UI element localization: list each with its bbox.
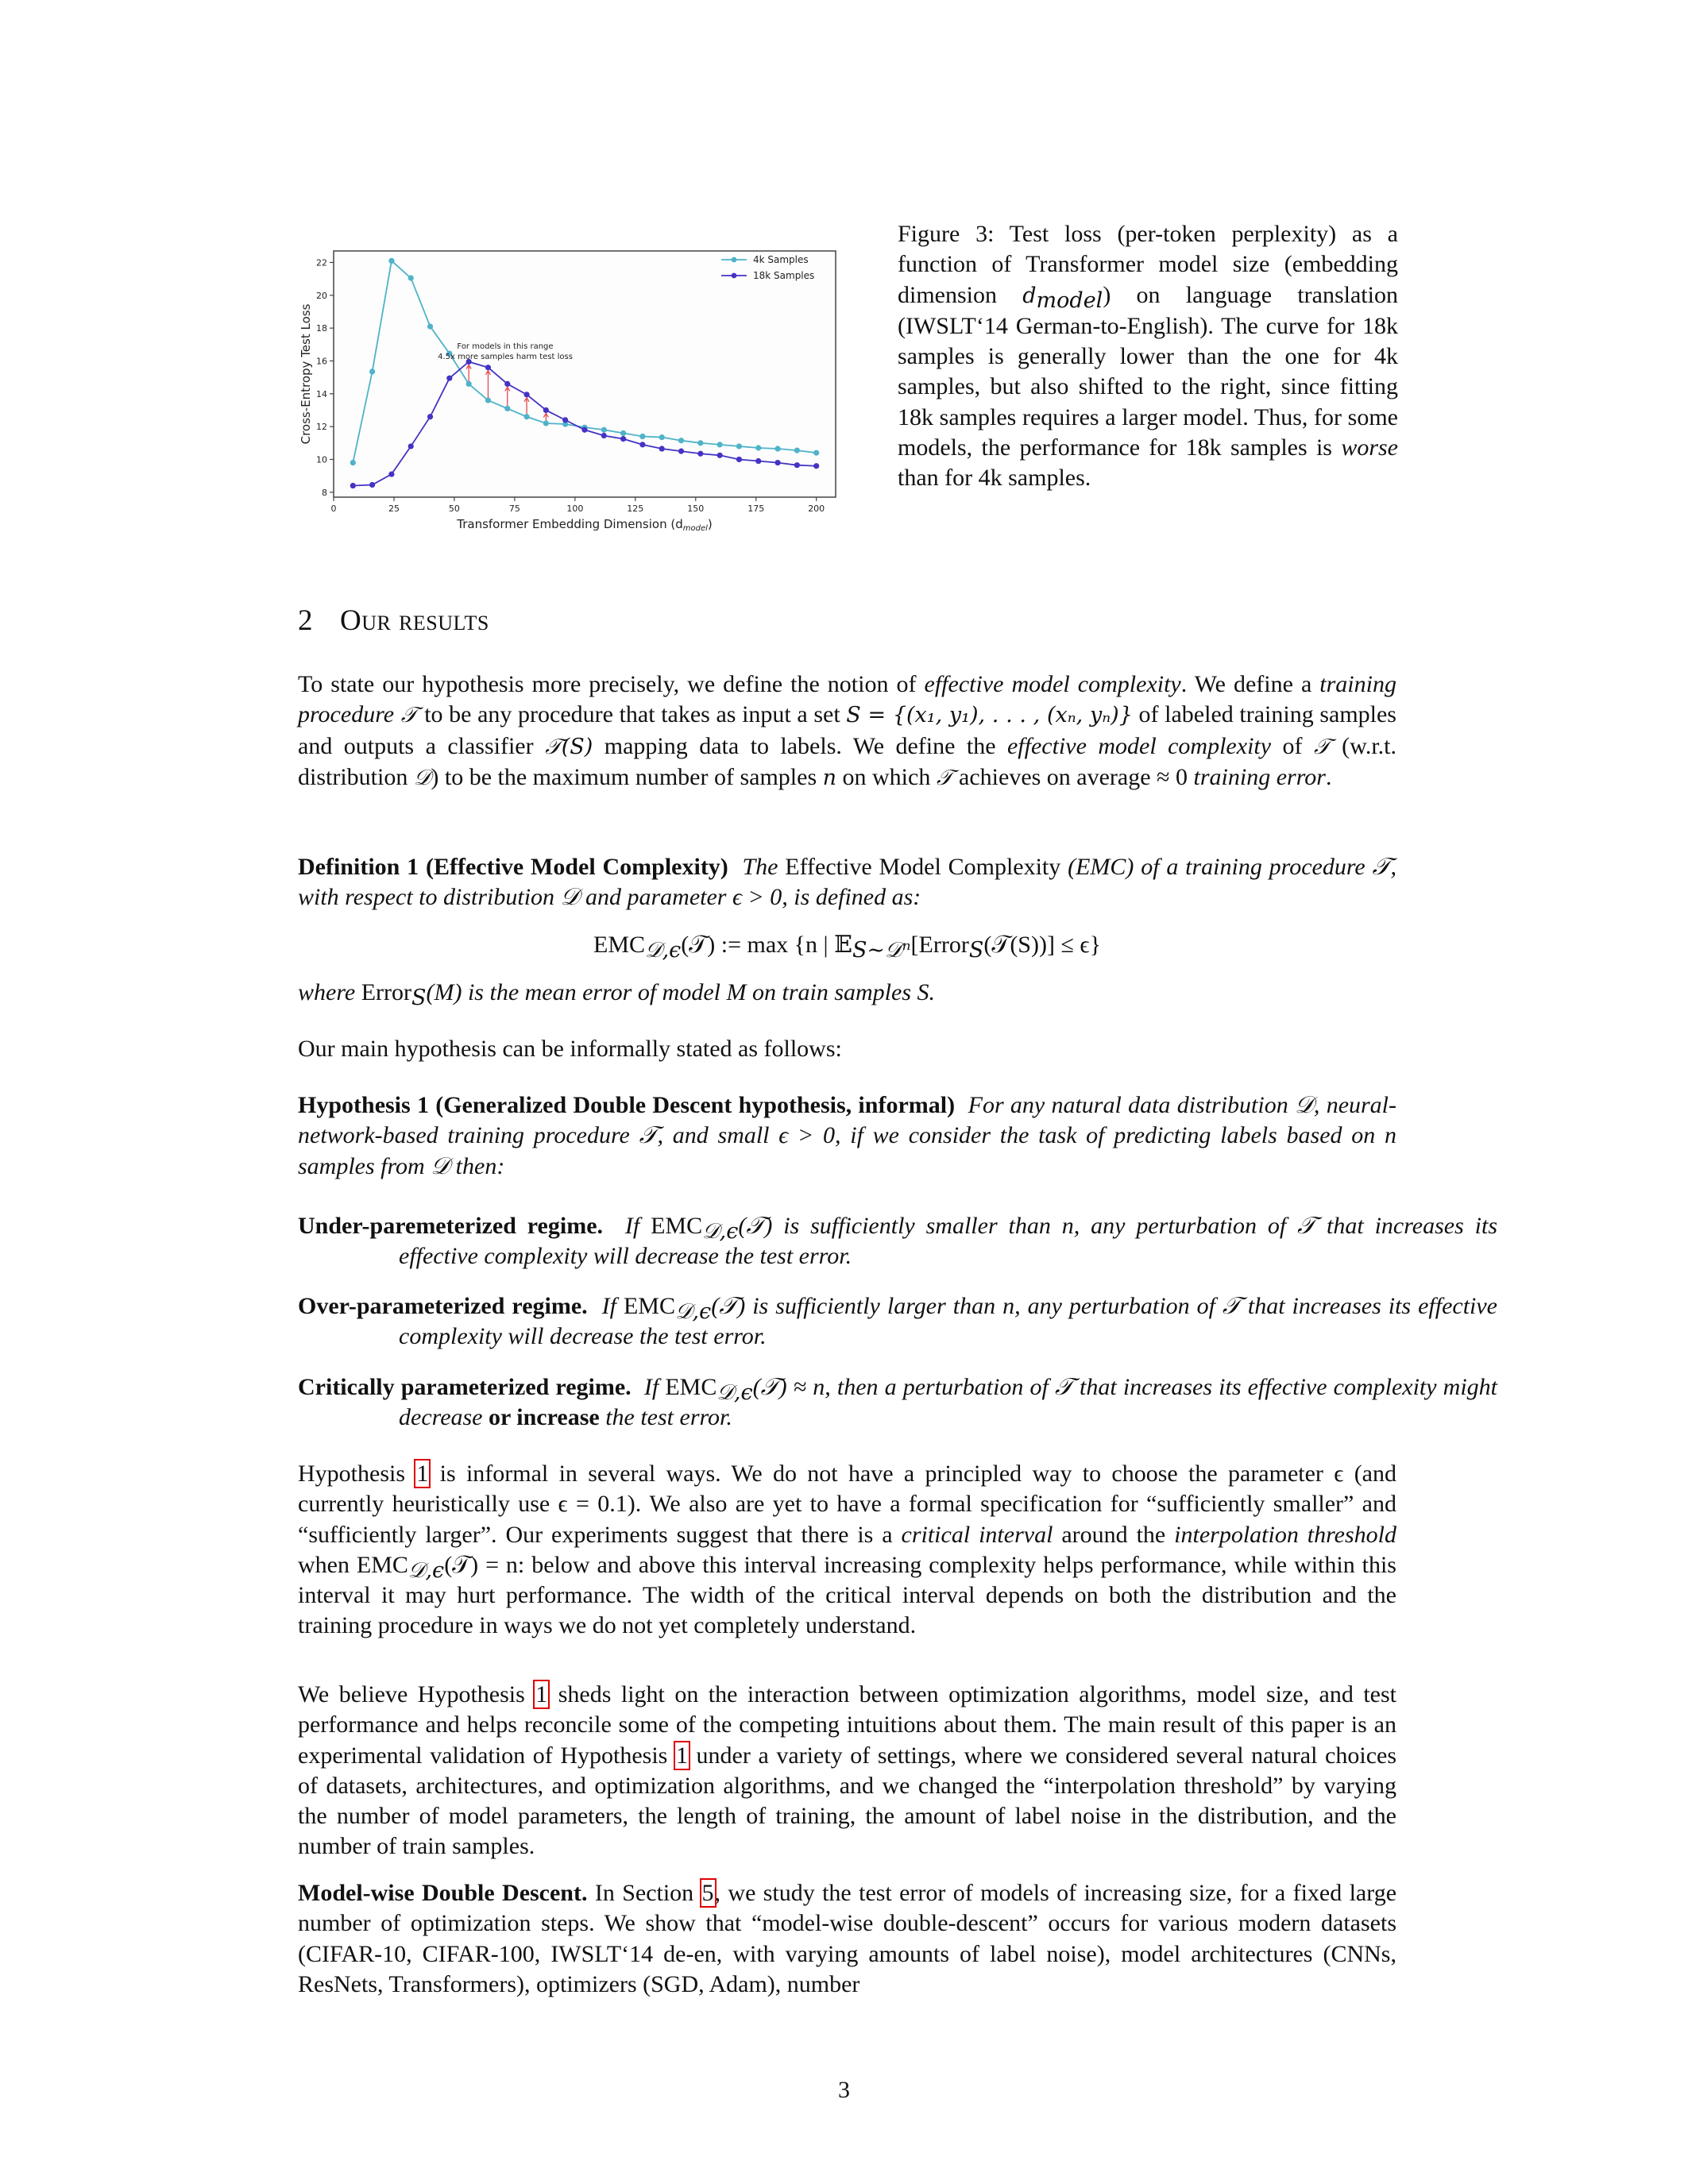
data-point-4k bbox=[408, 276, 414, 281]
emc-equation: $EMC_{𝒟,\epsilon}(𝒯)$ := max {n | 𝔼$_{S\sim 𝒟^n}$[Error$_S$(𝒯(S))] ≤ ϵ} bbox=[593, 932, 1101, 963]
y-tick-label: 22 bbox=[316, 257, 327, 268]
data-point-18k bbox=[523, 392, 529, 397]
x-tick-label: 0 bbox=[330, 504, 337, 514]
section-ref-link[interactable]: 5 bbox=[701, 1880, 714, 1906]
data-point-18k bbox=[408, 443, 414, 449]
y-axis bbox=[316, 257, 334, 497]
regime-critically-parameterized: Critically parameterized regime. If $EMC_{𝒟,\epsilon}(𝒯) \approx n$, then a perturbation of 𝒯 that increases its effective complexity might decrease or increase the test error. bbox=[298, 1374, 1498, 1431]
data-point-4k bbox=[755, 445, 761, 450]
data-point-18k bbox=[581, 427, 587, 433]
hypothesis-ref-link[interactable]: 1 bbox=[675, 1742, 688, 1769]
regime-over-parameterized: Over-parameterized regime. If $EMC_{𝒟,\epsilon}(𝒯)$ is sufficiently larger than n, any perturbation of 𝒯 that increases its effective complexity will decrease the test error. bbox=[298, 1293, 1498, 1350]
data-point-4k bbox=[736, 443, 742, 449]
x-tick-label: 125 bbox=[627, 504, 644, 514]
paragraph-main-result: We believe Hypothesis 1 sheds light on the interaction between optimization algorithms, model size, and test performance and helps reconcile some of the competing intuitions about them. The main result of this paper is an experimental validation of Hypothesis 1 under a variety of settings, where we considered several natural choices of datasets, architectures, and optimization algorithms, and we changed the “interpolation threshold” by varying the number of model parameters, the length of training, the amount of label noise in the distribution, and the number of train samples. bbox=[298, 1681, 1396, 1860]
page-number: 3 bbox=[838, 2077, 850, 2103]
data-point-4k bbox=[350, 460, 356, 465]
data-point-18k bbox=[678, 449, 684, 454]
data-point-4k bbox=[678, 438, 684, 443]
line-chart bbox=[294, 238, 842, 532]
data-point-18k bbox=[620, 436, 626, 442]
legend-marker bbox=[732, 273, 737, 279]
figure-caption: Figure 3: Test loss (per-token perplexity) as a function of Transformer model size (embedding dimension $d_{model}$) on language translation (IWSLT‘14 German-to-English). The curve for 18k samples is generally lower than the one for 4k samples, but also shifted to the right, since fitting 18k samples requires a larger model. Thus, for some models, the performance for 18k samples is worse than for 4k samples. bbox=[898, 221, 1398, 492]
data-point-4k bbox=[543, 420, 549, 426]
data-point-4k bbox=[504, 406, 510, 411]
legend-label: 4k Samples bbox=[753, 254, 809, 265]
data-point-18k bbox=[755, 458, 761, 464]
x-tick-label: 200 bbox=[808, 504, 825, 514]
x-tick-label: 25 bbox=[388, 504, 400, 514]
data-point-18k bbox=[813, 463, 819, 469]
legend-marker bbox=[732, 257, 737, 263]
y-tick-label: 14 bbox=[316, 388, 327, 399]
caption-label: Figure 3: bbox=[898, 221, 995, 247]
hypothesis-heading: Hypothesis 1 (Generalized Double Descent hypothesis, informal) bbox=[298, 1092, 956, 1118]
data-point-18k bbox=[369, 482, 375, 488]
hypothesis-ref-link[interactable]: 1 bbox=[535, 1681, 548, 1707]
annotation-line-2: 4.5x more samples harm test loss bbox=[438, 353, 573, 361]
data-point-4k bbox=[601, 427, 607, 433]
data-point-18k bbox=[736, 457, 742, 462]
x-tick-label: 175 bbox=[747, 504, 765, 514]
data-point-18k bbox=[601, 433, 607, 438]
x-tick-label: 100 bbox=[566, 504, 584, 514]
data-point-4k bbox=[620, 430, 626, 436]
data-point-18k bbox=[504, 381, 510, 387]
x-tick-label: 75 bbox=[508, 504, 520, 514]
paragraph-emc-intro: To state our hypothesis more precisely, we define the notion of effective model complexity. We define a training procedure 𝒯 to be any procedure that takes as input a set S = {(x₁, y₁), . . . , (xₙ, yₙ)} of labeled training samples and outputs a classifier 𝒯(S) mapping data to labels. We define the effective model complexity of 𝒯 (w.r.t. distribution 𝒟) to be the maximum number of samples n on which 𝒯 achieves on average ≈ 0 training error. bbox=[298, 671, 1396, 790]
data-point-18k bbox=[774, 460, 780, 465]
data-point-4k bbox=[427, 323, 433, 329]
y-tick-label: 12 bbox=[316, 422, 327, 433]
data-point-4k bbox=[485, 397, 491, 403]
paragraph-hypothesis-informal: Hypothesis 1 is informal in several ways. We do not have a principled way to choose the parameter ϵ (and currently heuristically use ϵ = 0.1). We also are yet to have a formal specification for “sufficiently smaller” and “sufficiently larger”. Our experiments suggest that there is a critical interval around the interpolation threshold when $EMC_{𝒟,\epsilon}(𝒯) = n$: below and above this interval increasing complexity helps performance, while within this interval it may hurt performance. The width of the critical interval depends on both the distribution and the training procedure in ways we do not yet completely understand. bbox=[298, 1461, 1397, 1639]
data-point-18k bbox=[446, 376, 452, 381]
section-heading bbox=[298, 604, 489, 638]
data-point-18k bbox=[562, 417, 568, 423]
x-axis bbox=[331, 497, 825, 514]
annotation-line-1: For models in this range bbox=[457, 342, 554, 351]
data-point-18k bbox=[543, 407, 549, 413]
definition-1: Definition 1 (Effective Model Complexity) The Effective Model Complexity (EMC) of a training procedure 𝒯, with respect to distribution 𝒟 and parameter ϵ > 0, is defined as: bbox=[298, 854, 1397, 911]
data-point-4k bbox=[794, 448, 800, 453]
data-point-18k bbox=[717, 453, 723, 458]
x-axis-label: Transformer Embedding Dimension $(d_{model})$ bbox=[457, 517, 713, 532]
data-point-4k bbox=[697, 440, 703, 446]
x-tick-label: 50 bbox=[448, 504, 460, 514]
data-point-4k bbox=[659, 434, 665, 440]
data-point-18k bbox=[350, 483, 356, 488]
data-point-4k bbox=[717, 442, 723, 447]
data-point-4k bbox=[774, 446, 780, 451]
figure-3-chart bbox=[294, 238, 842, 532]
regime-under-parameterized: Under-paremeterized regime. If $EMC_{𝒟,\epsilon}(𝒯)$ is sufficiently smaller than n, any perturbation of 𝒯 that increases its effective complexity will decrease the test error. bbox=[298, 1213, 1498, 1270]
data-point-18k bbox=[697, 451, 703, 457]
data-point-18k bbox=[639, 442, 645, 447]
y-tick-label: 10 bbox=[316, 454, 327, 465]
data-point-4k bbox=[388, 258, 394, 264]
section-title: Our results bbox=[340, 604, 489, 637]
data-point-4k bbox=[466, 381, 472, 387]
legend-label: 18k Samples bbox=[753, 270, 815, 281]
y-tick-label: 16 bbox=[316, 356, 327, 367]
data-point-18k bbox=[388, 471, 394, 477]
data-point-18k bbox=[794, 462, 800, 468]
y-axis-label: Cross-Entropy Test Loss bbox=[299, 303, 313, 445]
data-point-4k bbox=[639, 434, 645, 439]
data-point-18k bbox=[427, 414, 433, 419]
y-tick-label: 8 bbox=[322, 487, 327, 498]
definition-where-clause: where Error$_S$(M) is the mean error of model M on train samples S. bbox=[298, 979, 935, 1010]
data-point-4k bbox=[369, 369, 375, 374]
data-point-4k bbox=[813, 450, 819, 456]
hypothesis-ref-link[interactable]: 1 bbox=[416, 1461, 429, 1487]
data-point-18k bbox=[485, 365, 491, 370]
definition-heading: Definition 1 (Effective Model Complexity) bbox=[298, 854, 728, 880]
hypothesis-1: Hypothesis 1 (Generalized Double Descent hypothesis, informal) For any natural data distribution 𝒟, neural-network-based training procedure 𝒯, and small ϵ > 0, if we consider the task of predicting labels based on n samples from 𝒟 then: bbox=[298, 1092, 1397, 1179]
x-tick-label: 150 bbox=[687, 504, 705, 514]
section-number: 2 bbox=[298, 604, 313, 637]
data-point-4k bbox=[523, 414, 529, 419]
paragraph-model-wise-double-descent: Model-wise Double Descent. In Section 5, we study the test error of models of increasing size, for a fixed large number of optimization steps. We show that “model-wise double-descent” occurs for various modern datasets (CIFAR-10, CIFAR-100, IWSLT‘14 de-en, with varying amounts of label noise), model architectures (CNNs, ResNets, Transformers), optimizers (SGD, Adam), number bbox=[298, 1880, 1397, 1997]
paragraph-hypothesis-intro: Our main hypothesis can be informally stated as follows: bbox=[298, 1036, 842, 1062]
data-point-18k bbox=[659, 446, 665, 451]
y-tick-label: 20 bbox=[316, 290, 327, 301]
y-tick-label: 18 bbox=[316, 323, 327, 334]
